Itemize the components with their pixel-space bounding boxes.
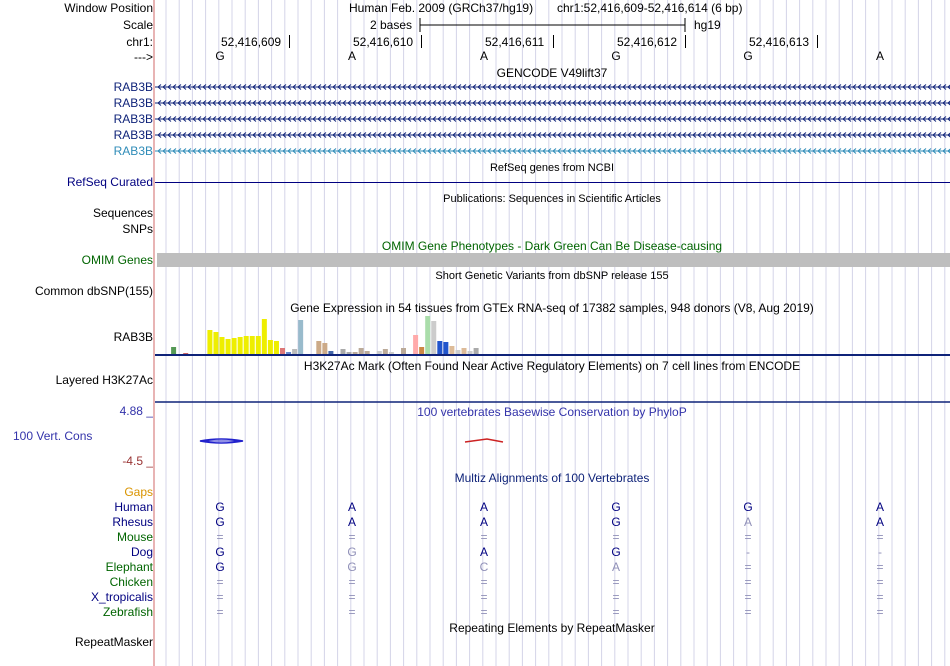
refseq-track-title: RefSeq genes from NCBI xyxy=(489,162,615,174)
alignment-base: A xyxy=(479,500,489,514)
publications-track-title: Publications: Sequences in Scientific Articles xyxy=(443,193,661,205)
reference-base: G xyxy=(743,49,753,63)
species-label: Chicken xyxy=(109,575,153,589)
alignment-base: A xyxy=(479,545,489,559)
scale-label: Scale xyxy=(122,18,153,32)
gtex-tissue-bar[interactable] xyxy=(232,338,237,354)
alignment-base: = xyxy=(216,530,224,544)
gtex-tissue-bar[interactable] xyxy=(443,342,448,354)
gtex-tissue-bar[interactable] xyxy=(389,352,394,354)
gtex-tissue-bar[interactable] xyxy=(286,352,291,354)
alignment-base: - xyxy=(878,545,882,559)
alignment-base: = xyxy=(876,605,884,619)
alignment-base: = xyxy=(480,590,488,604)
reference-base: A xyxy=(347,49,357,63)
alignment-base: A xyxy=(875,515,885,529)
gencode-transcript[interactable] xyxy=(155,117,950,122)
gtex-tissue-bar[interactable] xyxy=(401,348,406,354)
reference-base: G xyxy=(611,49,621,63)
ruler-coordinate: 52,416,610 xyxy=(353,35,414,49)
gtex-tissue-bar[interactable] xyxy=(171,347,176,354)
gtex-tissue-bar[interactable] xyxy=(353,352,358,354)
window-position-label: Window Position xyxy=(64,1,153,15)
ruler-coordinate: 52,416,612 xyxy=(617,35,678,49)
species-label: Elephant xyxy=(105,560,153,574)
omim-track-title: OMIM Gene Phenotypes - Dark Green Can Be Disease-causing xyxy=(381,239,723,253)
dbsnp-track-title: Short Genetic Variants from dbSNP release 155 xyxy=(435,270,669,282)
multiz-gaps-label: Gaps xyxy=(124,485,153,499)
gtex-tissue-bar[interactable] xyxy=(365,351,370,354)
gencode-gene-label[interactable]: RAB3B xyxy=(113,128,153,142)
ruler-tick xyxy=(685,35,686,48)
alignment-base: = xyxy=(744,575,752,589)
alignment-base: G xyxy=(347,560,357,574)
alignment-base: = xyxy=(480,575,488,589)
ruler-coordinate: 52,416,613 xyxy=(749,35,810,49)
gtex-tissue-bar[interactable] xyxy=(322,343,327,354)
strand-arrow-label: ---> xyxy=(134,50,153,64)
alignment-base: = xyxy=(876,530,884,544)
gtex-tissue-bar[interactable] xyxy=(468,351,473,354)
gencode-gene-label[interactable]: RAB3B xyxy=(113,112,153,126)
gtex-tissue-bar[interactable] xyxy=(262,319,267,354)
phylop-track-label[interactable]: 100 Vert. Cons xyxy=(13,429,93,443)
gtex-tissue-bar[interactable] xyxy=(462,348,467,354)
alignment-base: C xyxy=(479,560,489,574)
chr-label: chr1: xyxy=(126,35,153,49)
gtex-tissue-bar[interactable] xyxy=(377,351,382,354)
omim-gene-bar[interactable] xyxy=(157,253,950,267)
alignment-base: - xyxy=(746,545,750,559)
gtex-tissue-bar[interactable] xyxy=(280,348,285,354)
species-label: X_tropicalis xyxy=(90,590,153,604)
reference-base: G xyxy=(215,49,225,63)
ruler-tick xyxy=(421,35,422,48)
scale-db: hg19 xyxy=(694,18,721,32)
alignment-base: G xyxy=(347,545,357,559)
gtex-tissue-bar[interactable] xyxy=(431,321,436,354)
gencode-transcripts[interactable] xyxy=(155,79,950,159)
alignment-base: = xyxy=(216,590,224,604)
ruler-coordinate: 52,416,609 xyxy=(221,35,282,49)
gtex-tissue-bar[interactable] xyxy=(220,337,225,354)
alignment-base: = xyxy=(348,575,356,589)
alignment-base: = xyxy=(744,530,752,544)
scale-bar xyxy=(419,17,687,33)
alignment-base: A xyxy=(347,515,357,529)
gencode-gene-label[interactable]: RAB3B xyxy=(113,144,153,158)
gtex-tissue-bar[interactable] xyxy=(316,341,321,354)
gtex-tissue-bar[interactable] xyxy=(449,346,454,354)
gtex-tissue-bar[interactable] xyxy=(341,349,346,354)
refseq-curated-label[interactable]: RefSeq Curated xyxy=(66,175,153,189)
gtex-tissue-bar[interactable] xyxy=(359,348,364,354)
species-label: Mouse xyxy=(116,530,153,544)
gtex-rab3b-label[interactable]: RAB3B xyxy=(113,330,153,344)
alignment-base: G xyxy=(611,500,621,514)
gencode-transcript[interactable] xyxy=(155,133,950,138)
alignment-base: = xyxy=(216,605,224,619)
alignment-base: = xyxy=(744,605,752,619)
alignment-base: G xyxy=(611,545,621,559)
gtex-tissue-bar[interactable] xyxy=(347,352,352,354)
species-label: Human xyxy=(114,500,153,514)
gtex-tissue-bar[interactable] xyxy=(213,332,218,354)
alignment-base: G xyxy=(611,515,621,529)
alignment-base: A xyxy=(611,560,621,574)
gencode-gene-label[interactable]: RAB3B xyxy=(113,96,153,110)
gtex-tissue-bar[interactable] xyxy=(244,336,249,354)
gtex-track-title: Gene Expression in 54 tissues from GTEx RNA-seq of 17382 samples, 948 donors (V8, Aug 2019) xyxy=(290,301,814,315)
ruler-coordinate: 52,416,611 xyxy=(485,35,545,49)
phylop-signal[interactable] xyxy=(155,435,950,449)
alignment-base: = xyxy=(348,590,356,604)
gtex-tissue-bar[interactable] xyxy=(268,340,273,354)
alignment-base: G xyxy=(215,500,225,514)
h3k27ac-baseline xyxy=(155,401,950,404)
gtex-tissue-bar[interactable] xyxy=(413,335,418,354)
alignment-base: = xyxy=(480,530,488,544)
gtex-tissue-bar[interactable] xyxy=(328,351,333,354)
gtex-tissue-bar[interactable] xyxy=(250,336,255,354)
alignment-base: G xyxy=(215,545,225,559)
alignment-base: = xyxy=(744,560,752,574)
gtex-tissue-bar[interactable] xyxy=(207,330,212,354)
alignment-base: = xyxy=(744,590,752,604)
gtex-tissue-bar[interactable] xyxy=(474,348,479,354)
repeatmasker-label[interactable]: RepeatMasker xyxy=(74,635,153,649)
gtex-tissue-bar[interactable] xyxy=(183,353,188,354)
repeatmasker-track-title: Repeating Elements by RepeatMasker xyxy=(449,621,655,635)
gtex-tissue-bar[interactable] xyxy=(292,349,297,354)
ruler-tick xyxy=(289,35,290,48)
phylop-min-label: -4.5 _ xyxy=(122,454,153,468)
common-dbsnp-label[interactable]: Common dbSNP(155) xyxy=(34,284,153,298)
alignment-base: = xyxy=(876,575,884,589)
scale-bar-text: 2 bases xyxy=(370,18,413,32)
alignment-base: = xyxy=(348,530,356,544)
gencode-transcript[interactable] xyxy=(155,149,950,154)
gtex-tissue-bar[interactable] xyxy=(437,341,442,354)
gtex-tissue-bar[interactable] xyxy=(455,350,460,354)
publications-sequences-label[interactable]: Sequences xyxy=(92,206,153,220)
alignment-base: = xyxy=(348,605,356,619)
gtex-tissue-bar[interactable] xyxy=(274,341,279,354)
alignment-base: A xyxy=(479,515,489,529)
alignment-base: G xyxy=(215,515,225,529)
track-label-column xyxy=(0,0,153,666)
gtex-tissue-bar[interactable] xyxy=(425,316,430,354)
alignment-base: = xyxy=(216,575,224,589)
gtex-tissue-bar[interactable] xyxy=(226,339,231,354)
reference-base: A xyxy=(875,49,885,63)
alignment-base: = xyxy=(612,590,620,604)
gtex-tissue-bar[interactable] xyxy=(298,320,303,354)
gtex-tissue-bar[interactable] xyxy=(238,337,243,354)
position-text: chr1:52,416,609-52,416,614 (6 bp) xyxy=(557,1,743,15)
alignment-base: = xyxy=(876,590,884,604)
alignment-base: A xyxy=(743,515,753,529)
gtex-tissue-bar[interactable] xyxy=(383,349,388,354)
gencode-transcript[interactable] xyxy=(155,101,950,106)
species-label: Zebrafish xyxy=(102,605,153,619)
gencode-track-title: GENCODE V49lift37 xyxy=(496,66,608,80)
gencode-transcript[interactable] xyxy=(155,85,950,90)
ruler-tick xyxy=(817,35,818,48)
h3k27ac-track-title: H3K27Ac Mark (Often Found Near Active Regulatory Elements) on 7 cell lines from ENCODE xyxy=(303,359,801,373)
alignment-base: = xyxy=(612,530,620,544)
layered-h3k27ac-label[interactable]: Layered H3K27Ac xyxy=(55,373,153,387)
alignment-base: = xyxy=(876,560,884,574)
species-label: Dog xyxy=(130,545,153,559)
multiz-track-title: Multiz Alignments of 100 Vertebrates xyxy=(454,471,650,485)
alignment-base: A xyxy=(875,500,885,514)
refseq-line xyxy=(155,181,950,184)
species-label: Rhesus xyxy=(112,515,153,529)
omim-genes-label[interactable]: OMIM Genes xyxy=(81,253,153,267)
ruler-tick xyxy=(553,35,554,48)
gencode-gene-label[interactable]: RAB3B xyxy=(113,80,153,94)
alignment-base: G xyxy=(215,560,225,574)
alignment-base: = xyxy=(480,605,488,619)
assembly-text: Human Feb. 2009 (GRCh37/hg19) xyxy=(349,1,534,15)
phylop-track-title: 100 vertebrates Basewise Conservation by PhyloP xyxy=(417,405,687,419)
alignment-base: = xyxy=(612,575,620,589)
alignment-base: = xyxy=(612,605,620,619)
alignment-base: G xyxy=(743,500,753,514)
gtex-tissue-bar[interactable] xyxy=(419,347,424,354)
publications-snps-label[interactable]: SNPs xyxy=(122,222,153,236)
gtex-expression-chart[interactable] xyxy=(155,314,950,356)
reference-base: A xyxy=(479,49,489,63)
gtex-tissue-bar[interactable] xyxy=(256,336,261,354)
phylop-max-label: 4.88 _ xyxy=(119,404,153,418)
alignment-base: A xyxy=(347,500,357,514)
